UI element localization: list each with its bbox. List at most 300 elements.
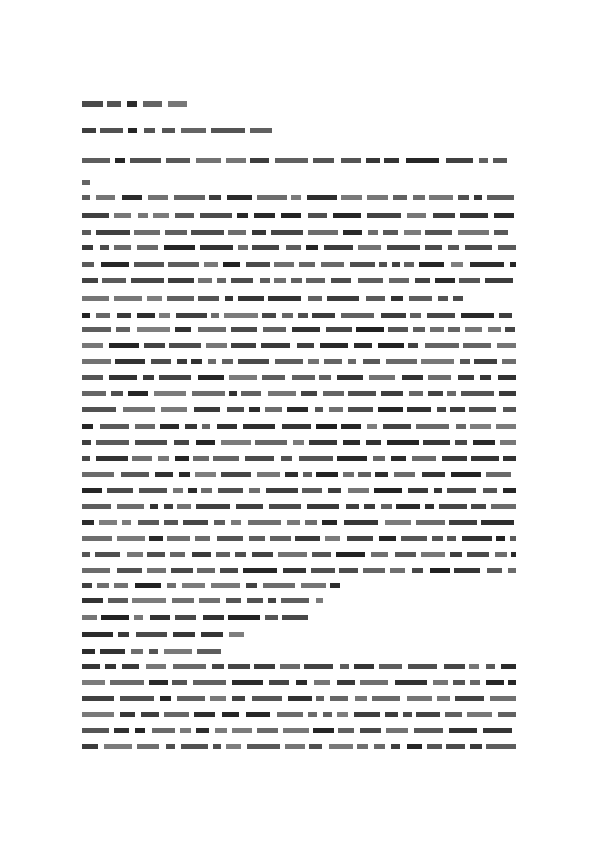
text-word-block (250, 158, 269, 163)
text-word-block (306, 278, 325, 283)
text-word-block (499, 391, 516, 396)
text-word-block (490, 696, 516, 701)
text-word-block (208, 359, 216, 364)
text-word-block (96, 313, 110, 318)
text-word-block (188, 488, 197, 493)
text-word-block (114, 213, 131, 218)
text-word-block (488, 327, 501, 332)
text-word-block (442, 456, 467, 461)
text-word-block (266, 488, 298, 493)
text-word-block (309, 744, 322, 749)
text-word-block (428, 391, 443, 396)
text-word-block (355, 696, 367, 701)
text-word-block (257, 195, 287, 200)
text-word-block (451, 472, 481, 477)
text-word-block (292, 375, 315, 380)
text-word-block (283, 728, 309, 733)
text-word-block (185, 424, 197, 429)
text-word-block (379, 536, 396, 541)
text-word-block (474, 359, 497, 364)
text-word-block (146, 664, 166, 669)
text-word-block (143, 375, 154, 380)
text-word-block (114, 583, 128, 588)
text-word-block (461, 391, 494, 396)
text-word-block (373, 456, 385, 461)
text-word-block (321, 262, 344, 267)
text-word-block (100, 649, 125, 654)
text-word-block (337, 375, 363, 380)
text-word-block (277, 712, 303, 717)
text-word-block (164, 649, 192, 654)
text-word-block (221, 440, 251, 445)
text-word-block (459, 278, 480, 283)
text-word-block (82, 327, 111, 332)
text-word-block (295, 536, 320, 541)
text-word-block (82, 245, 93, 250)
text-word-block (195, 536, 210, 541)
text-word-block (117, 313, 131, 318)
text-line (0, 391, 595, 397)
text-word-block (401, 536, 427, 541)
text-line (0, 128, 595, 134)
text-word-block (320, 343, 348, 348)
text-word-block (147, 568, 166, 573)
text-line (0, 440, 595, 446)
text-word-block (366, 440, 381, 445)
text-word-block (449, 728, 477, 733)
text-word-block (238, 296, 264, 301)
text-word-block (358, 472, 371, 477)
text-word-block (138, 213, 148, 218)
text-word-block (220, 568, 238, 573)
text-word-block (302, 488, 322, 493)
text-word-block (390, 568, 405, 573)
text-word-block (494, 230, 508, 235)
text-word-block (196, 440, 215, 445)
text-line (0, 158, 595, 164)
text-word-block (316, 696, 324, 701)
text-word-block (314, 680, 330, 685)
text-word-block (223, 262, 240, 267)
text-word-block (196, 728, 209, 733)
text-word-block (82, 552, 90, 557)
text-word-block (162, 128, 175, 133)
text-word-block (311, 568, 335, 573)
text-word-block (404, 230, 421, 235)
text-word-block (172, 598, 194, 603)
text-word-block (82, 440, 91, 445)
text-word-block (367, 213, 401, 218)
text-word-block (407, 696, 432, 701)
text-word-block (374, 744, 385, 749)
text-word-block (82, 391, 106, 396)
text-word-block (168, 278, 194, 283)
text-line (0, 245, 595, 251)
text-word-block (388, 327, 408, 332)
text-word-block (455, 440, 467, 445)
text-word-block (303, 472, 312, 477)
text-word-block (287, 520, 300, 525)
text-word-block (114, 728, 129, 733)
text-word-block (136, 632, 167, 637)
text-word-block (195, 472, 216, 477)
text-word-block (357, 744, 368, 749)
text-word-block (343, 440, 360, 445)
text-word-block (375, 472, 388, 477)
text-word-block (135, 424, 155, 429)
text-word-block (282, 424, 311, 429)
text-word-block (429, 195, 453, 200)
text-word-block (262, 375, 285, 380)
text-word-block (257, 472, 280, 477)
text-word-block (194, 407, 220, 412)
text-word-block (356, 327, 384, 332)
text-word-block (378, 407, 403, 412)
text-word-block (107, 101, 121, 107)
text-word-block (328, 488, 341, 493)
text-word-block (344, 520, 378, 525)
text-word-block (299, 456, 333, 461)
text-word-block (316, 598, 323, 603)
text-word-block (394, 472, 415, 477)
text-word-block (115, 359, 145, 364)
text-word-block (407, 213, 426, 218)
text-word-block (151, 359, 171, 364)
text-word-block (82, 712, 114, 717)
text-word-block (134, 230, 160, 235)
text-word-block (149, 680, 168, 685)
text-word-block (257, 728, 278, 733)
text-word-block (322, 520, 337, 525)
text-word-block (416, 520, 445, 525)
text-word-block (487, 195, 514, 200)
text-word-block (358, 245, 381, 250)
text-word-block (248, 520, 281, 525)
text-word-block (161, 407, 187, 412)
text-word-block (128, 391, 148, 396)
text-word-block (415, 278, 430, 283)
text-word-block (127, 552, 143, 557)
text-word-block (117, 504, 144, 509)
text-word-block (433, 680, 448, 685)
text-word-block (201, 632, 223, 637)
text-word-block (292, 327, 320, 332)
text-word-block (406, 158, 439, 163)
text-word-block (110, 680, 144, 685)
text-word-block (385, 520, 411, 525)
text-word-block (502, 359, 516, 364)
text-word-block (470, 744, 482, 749)
text-word-block (82, 313, 90, 318)
text-word-block (204, 262, 218, 267)
text-line (0, 278, 595, 284)
text-word-block (82, 343, 103, 348)
text-word-block (379, 262, 387, 267)
text-word-block (135, 440, 167, 445)
text-word-block (434, 488, 442, 493)
text-line (0, 424, 595, 430)
text-word-block (137, 245, 158, 250)
text-word-block (487, 568, 502, 573)
text-word-block (360, 728, 381, 733)
text-word-block (249, 407, 260, 412)
text-word-block (409, 391, 423, 396)
text-word-block (177, 696, 205, 701)
text-word-block (214, 520, 225, 525)
text-word-block (247, 744, 280, 749)
text-line (0, 632, 595, 638)
text-line (0, 649, 595, 655)
text-word-block (135, 583, 161, 588)
text-word-block (97, 583, 109, 588)
text-word-block (496, 536, 505, 541)
text-word-block (82, 504, 111, 509)
text-word-block (111, 391, 123, 396)
text-word-block (193, 456, 209, 461)
text-line (0, 680, 595, 686)
text-word-block (326, 327, 352, 332)
text-word-block (360, 680, 388, 685)
text-word-block (252, 245, 279, 250)
text-word-block (378, 343, 404, 348)
text-word-block (254, 213, 275, 218)
text-word-block (250, 128, 272, 133)
text-word-block (451, 262, 463, 267)
text-word-block (232, 680, 263, 685)
text-word-block (331, 278, 351, 283)
text-word-block (450, 407, 465, 412)
text-word-block (82, 359, 111, 364)
text-word-block (470, 424, 491, 429)
text-word-block (82, 213, 109, 218)
text-word-block (435, 278, 455, 283)
text-word-block (82, 128, 96, 133)
text-word-block (501, 664, 516, 669)
text-word-block (469, 664, 479, 669)
text-line (0, 504, 595, 510)
text-word-block (167, 296, 194, 301)
text-word-block (268, 598, 276, 603)
text-word-block (217, 536, 243, 541)
text-word-block (82, 375, 103, 380)
text-word-block (286, 245, 301, 250)
text-word-block (104, 744, 132, 749)
text-word-block (465, 245, 492, 250)
text-word-block (448, 245, 459, 250)
text-word-block (486, 664, 495, 669)
text-word-block (308, 230, 338, 235)
text-word-block (341, 313, 374, 318)
text-word-block (384, 158, 399, 163)
text-word-block (150, 615, 170, 620)
text-word-block (469, 407, 496, 412)
text-word-block (486, 680, 504, 685)
text-word-block (231, 520, 241, 525)
text-word-block (446, 744, 465, 749)
text-word-block (367, 424, 377, 429)
text-line (0, 296, 595, 302)
text-word-block (229, 632, 244, 637)
text-word-block (247, 598, 263, 603)
text-word-block (409, 296, 432, 301)
text-word-block (269, 504, 301, 509)
text-word-block (299, 262, 315, 267)
text-word-block (82, 456, 90, 461)
text-word-block (176, 313, 207, 318)
text-word-block (179, 472, 190, 477)
text-word-block (101, 262, 129, 267)
text-word-block (137, 327, 170, 332)
text-word-block (341, 424, 361, 429)
text-word-block (323, 391, 344, 396)
text-word-block (413, 195, 425, 200)
text-word-block (82, 278, 98, 283)
text-word-block (437, 407, 446, 412)
text-word-block (293, 440, 304, 445)
text-word-block (141, 712, 159, 717)
text-word-block (481, 520, 514, 525)
text-word-block (491, 504, 516, 509)
text-word-block (307, 195, 337, 200)
text-word-block (109, 375, 137, 380)
text-word-block (200, 213, 232, 218)
text-word-block (366, 158, 380, 163)
text-word-block (254, 664, 275, 669)
text-word-block (460, 359, 470, 364)
text-word-block (470, 262, 504, 267)
text-word-block (381, 504, 392, 509)
text-word-block (164, 520, 178, 525)
text-word-block (137, 744, 159, 749)
text-word-block (297, 343, 314, 348)
text-word-block (327, 296, 359, 301)
text-word-block (456, 424, 466, 429)
text-word-block (120, 696, 154, 701)
text-word-block (301, 391, 317, 396)
text-word-block (281, 456, 292, 461)
text-word-block (448, 327, 460, 332)
text-word-block (114, 296, 142, 301)
text-word-block (249, 536, 265, 541)
text-word-block (175, 327, 191, 332)
text-word-block (304, 664, 333, 669)
text-word-block (192, 552, 211, 557)
text-word-block (366, 296, 385, 301)
text-word-block (493, 158, 507, 163)
text-word-block (268, 391, 296, 396)
text-word-block (458, 230, 489, 235)
text-word-block (473, 440, 495, 445)
text-word-block (227, 195, 252, 200)
text-word-block (100, 424, 129, 429)
text-word-block (315, 407, 323, 412)
text-word-block (486, 744, 516, 749)
text-word-block (193, 680, 226, 685)
text-word-block (283, 568, 306, 573)
text-word-block (508, 680, 516, 685)
text-word-block (348, 488, 369, 493)
heading-line (0, 101, 595, 107)
text-word-block (147, 296, 162, 301)
text-word-block (497, 343, 516, 348)
text-word-block (402, 375, 423, 380)
text-word-block (167, 536, 190, 541)
text-word-block (218, 488, 243, 493)
text-word-block (197, 568, 215, 573)
text-word-block (280, 664, 300, 669)
text-word-block (261, 343, 290, 348)
text-word-block (372, 696, 400, 701)
text-word-block (447, 536, 456, 541)
text-word-block (503, 456, 516, 461)
text-word-block (408, 343, 418, 348)
text-word-block (510, 262, 516, 267)
text-line (0, 456, 595, 462)
text-word-block (341, 195, 362, 200)
text-word-block (309, 440, 337, 445)
text-word-block (336, 552, 365, 557)
text-word-block (278, 552, 307, 557)
text-word-block (339, 568, 358, 573)
text-line (0, 313, 595, 319)
text-word-block (291, 195, 301, 200)
text-word-block (381, 391, 403, 396)
text-word-block (107, 488, 133, 493)
text-word-block (130, 158, 161, 163)
text-word-block (260, 278, 270, 283)
text-word-block (170, 552, 185, 557)
text-word-block (348, 359, 356, 364)
text-word-block (403, 712, 412, 717)
text-word-block (432, 536, 443, 541)
text-word-block (395, 680, 427, 685)
text-word-block (174, 195, 205, 200)
text-word-block (425, 245, 442, 250)
text-word-block (281, 213, 301, 218)
text-word-block (144, 343, 165, 348)
text-word-block (245, 456, 274, 461)
text-word-block (168, 262, 199, 267)
text-word-block (275, 158, 308, 163)
text-word-block (313, 158, 334, 163)
text-word-block (120, 712, 135, 717)
text-word-block (408, 488, 428, 493)
text-word-block (324, 245, 353, 250)
text-word-block (153, 213, 169, 218)
text-word-block (503, 488, 516, 493)
text-word-block (269, 680, 289, 685)
text-word-block (197, 649, 221, 654)
text-word-block (465, 327, 482, 332)
text-line (0, 552, 595, 558)
text-word-block (199, 598, 220, 603)
text-word-block (173, 632, 195, 637)
text-word-block (319, 375, 331, 380)
text-word-block (82, 488, 102, 493)
text-line (0, 520, 595, 526)
text-word-block (460, 213, 488, 218)
text-word-block (115, 158, 125, 163)
text-word-block (439, 504, 467, 509)
text-word-block (363, 359, 380, 364)
text-word-block (182, 583, 205, 588)
text-word-block (180, 728, 191, 733)
text-word-block (96, 230, 130, 235)
text-word-block (453, 296, 463, 301)
text-word-block (385, 712, 398, 717)
text-word-block (96, 456, 128, 461)
text-line (0, 583, 595, 589)
